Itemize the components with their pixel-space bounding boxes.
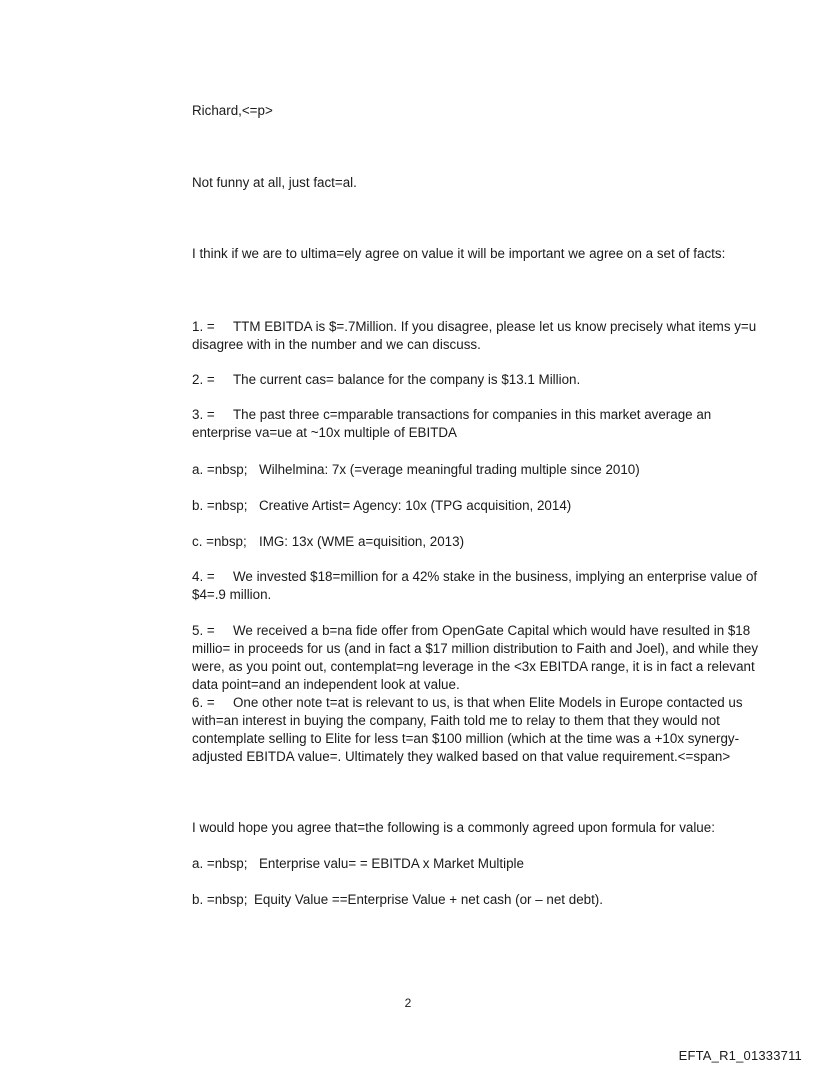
fact-text: TTM EBITDA is $=.7Million. If you disagree, please let us know precisely what items y=u disagree with in the number and we can discuss. [192, 319, 757, 352]
salutation: Richard,<=p> [192, 103, 273, 118]
fact-item-3 [48, 406, 768, 442]
fact-text: The current cas= balance for the company is $13.1 Million. [233, 372, 581, 387]
fact-item-4 [48, 568, 768, 604]
list-item: b. =nbsp; Creative Artist= Agency: 10x (TPG acquisition, 2014) [192, 498, 572, 513]
fact-number: 3. = [192, 407, 215, 422]
fact-text: The past three c=mparable transactions for companies in this market average an enterprise va=ue at ~10x multiple of EBITDA [192, 407, 712, 440]
list-item: c. =nbsp; IMG: 13x (WME a=quisition, 2013) [192, 534, 465, 549]
fact-text: We received a b=na fide offer from OpenGate Capital which would have resulted in $18 millio= in proceeds for us (and in fact a $17 million distribution to Faith and Joel), and while they were, as you point out, contemplat=ng leverage in the <3x EBITDA range, it is in fact a relevant data point=and an independent look at value. [192, 623, 759, 692]
fact-item-1 [48, 318, 768, 354]
document-id: EFTA_R1_01333711 [678, 1048, 802, 1063]
fact-number: 4. = [192, 569, 215, 584]
fact-item-6 [48, 694, 768, 766]
fact-text: One other note t=at is relevant to us, is that when Elite Models in Europe contacted us with=an interest in buying the company, Faith told me to relay to them that they would not contemplate selling to Elite for less t=an $100 million (which at the time was a +10x synergy-adjusted EBITDA value=. Ultimately they walked based on that value requirement.<=span> [192, 695, 743, 764]
fact-number: 1. = [192, 319, 215, 334]
page-number: 2 [404, 996, 412, 1010]
fact-number: 2. = [192, 372, 215, 387]
fact-number: 6. = [192, 695, 215, 710]
paragraph: I think if we are to ultima=ely agree on value it will be important we agree on a set of facts: [192, 246, 726, 261]
fact-item-2 [48, 371, 768, 389]
list-item: a. =nbsp; Wilhelmina: 7x (=verage meaningful trading multiple since 2010) [192, 462, 640, 477]
list-item: b. =nbsp; Equity Value ==Enterprise Value + net cash (or – net debt). [192, 892, 603, 907]
paragraph: I would hope you agree that=the following is a commonly agreed upon formula for value: [192, 820, 715, 835]
paragraph: Not funny at all, just fact=al. [192, 175, 357, 190]
fact-text: We invested $18=million for a 42% stake in the business, implying an enterprise value of $4=.9 million. [192, 569, 758, 602]
fact-item-5 [48, 622, 768, 694]
list-item: a. =nbsp; Enterprise valu= = EBITDA x Market Multiple [192, 856, 524, 871]
fact-number: 5. = [192, 623, 215, 638]
